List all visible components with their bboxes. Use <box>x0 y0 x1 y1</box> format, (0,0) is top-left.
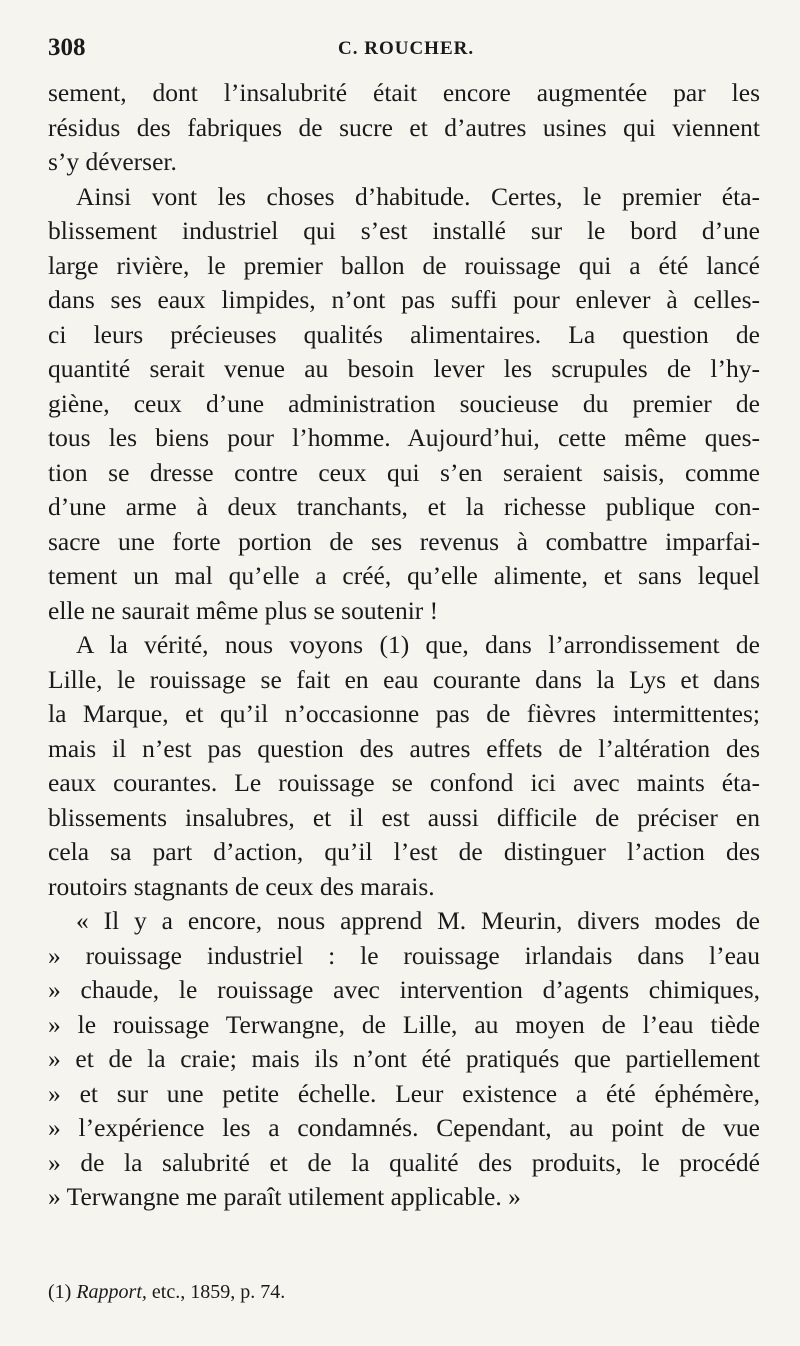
footnote <box>48 1279 760 1305</box>
text-line: » chaude, le rouissage avec intervention d’agents chimiques, <box>48 975 760 1004</box>
text-line: sacre une forte portion de ses revenus à combattre imparfai- <box>48 526 760 556</box>
text-line: d’une arme à deux tranchants, et la richesse publique con- <box>48 492 760 521</box>
text-line: cela sa part d’action, qu’il l’est de distinguer l’action des <box>48 837 760 866</box>
text-line: » le rouissage Terwangne, de Lille, au moyen de l’eau tiède <box>48 1009 760 1039</box>
text-line: tement un mal qu’elle a créé, qu’elle alimente, et sans lequel <box>48 561 760 590</box>
text-line: A la vérité, nous voyons (1) que, dans l’arrondissement de <box>76 630 760 659</box>
footnote-marker: (1) <box>48 1281 72 1303</box>
text-line: ci leurs précieuses qualités alimentaires. La question de <box>48 319 760 349</box>
page-header <box>48 34 760 74</box>
text-line: Ainsi vont les choses d’habitude. Certes, le premier éta- <box>76 181 760 211</box>
text-line: tion se dresse contre ceux qui s’en seraient saisis, comme <box>48 457 760 487</box>
text-line: routoirs stagnants de ceux des marais. <box>48 871 435 901</box>
text-line: » et sur une petite échelle. Leur existence a été éphémère, <box>48 1078 760 1108</box>
text-line: » rouissage industriel : le rouissage irlandais dans l’eau <box>48 940 760 970</box>
text-line: » et de la craie; mais ils n’ont été pratiqués que partiellement <box>48 1044 760 1073</box>
text-line: giène, ceux d’une administration soucieuse du premier de <box>48 388 760 418</box>
text-line: Lille, le rouissage se fait en eau courante dans la Lys et dans <box>48 664 760 694</box>
text-line: s’y déverser. <box>48 147 177 176</box>
text-line: « Il y a encore, nous apprend M. Meurin, divers modes de <box>76 906 760 935</box>
page-number: 308 <box>48 34 86 61</box>
text-line: blissements insalubres, et il est aussi difficile de préciser en <box>48 802 760 832</box>
text-line: dans ses eaux limpides, n’ont pas suffi pour enlever à celles- <box>48 285 760 314</box>
text-line: » Terwangne me paraît utilement applicable. » <box>48 1182 521 1211</box>
text-line: la Marque, et qu’il n’occasionne pas de fièvres intermittentes; <box>48 699 760 728</box>
text-line: eaux courantes. Le rouissage se confond ici avec maints éta- <box>48 768 760 797</box>
text-line: quantité serait venue au besoin lever les scrupules de l’hy- <box>48 354 760 383</box>
footnote-title: Rapport, <box>76 1281 147 1303</box>
body-text <box>48 76 760 1215</box>
text-line: » l’expérience les a condamnés. Cependant, au point de vue <box>48 1113 760 1142</box>
running-head: C. ROUCHER. <box>338 38 475 59</box>
text-line: » de la salubrité et de la qualité des produits, le procédé <box>48 1147 760 1177</box>
text-line: large rivière, le premier ballon de rouissage qui a été lancé <box>48 250 760 280</box>
text-line: sement, dont l’insalubrité était encore augmentée par les <box>48 78 760 107</box>
text-line: blissement industriel qui s’est installé sur le bord d’une <box>48 216 760 245</box>
text-line: tous les biens pour l’homme. Aujourd’hui, cette même ques- <box>48 423 760 452</box>
text-line: elle ne saurait même plus se soutenir ! <box>48 595 439 625</box>
footnote-text: etc., 1859, p. 74. <box>151 1281 286 1303</box>
text-line: résidus des fabriques de sucre et d’autres usines qui viennent <box>48 112 760 142</box>
text-line: mais il n’est pas question des autres effets de l’altération des <box>48 733 760 763</box>
